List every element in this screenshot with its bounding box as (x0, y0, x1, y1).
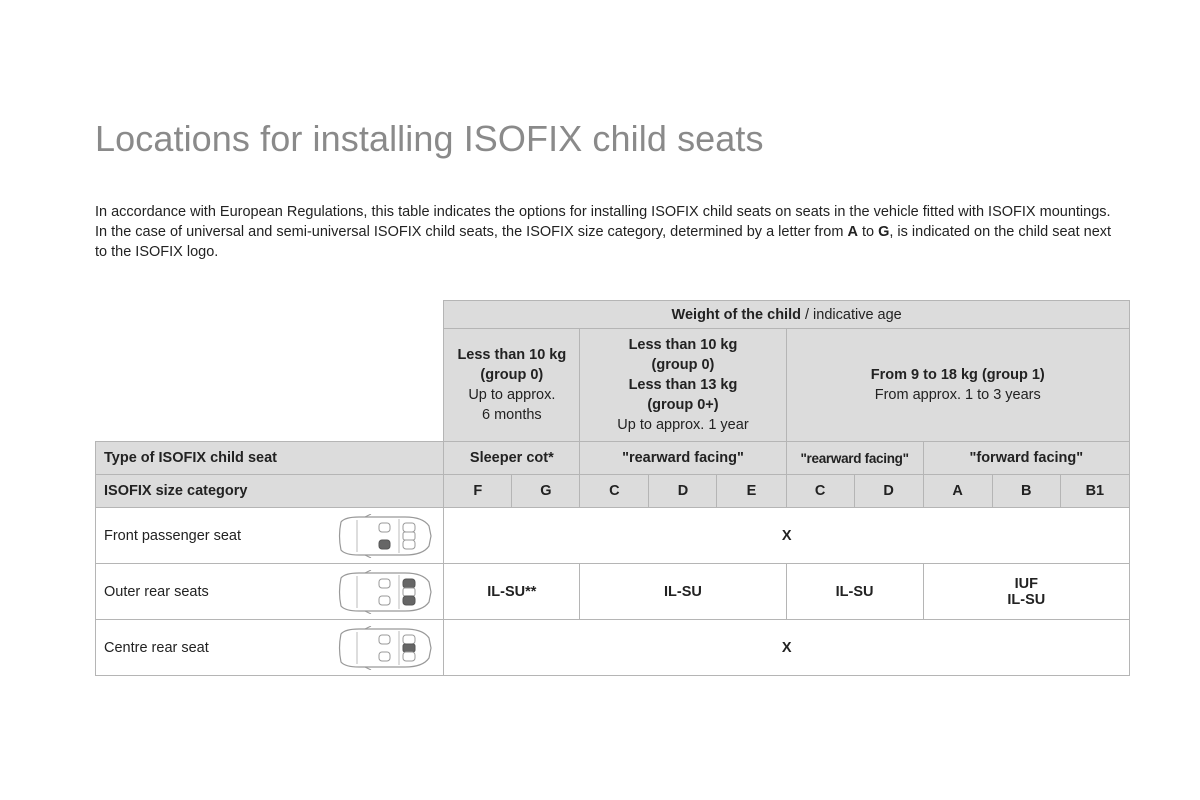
size-b1: B1 (1060, 475, 1129, 508)
isofix-table (95, 300, 1130, 676)
car-outer-rear-seats-icon (335, 570, 433, 614)
group-header-1: From 9 to 18 kg (group 1) From approx. 1 to 3 years (786, 329, 1129, 442)
seat-name: Outer rear seats (104, 583, 209, 600)
size-e: E (717, 475, 786, 508)
seat-name: Front passenger seat (104, 527, 242, 544)
outer-rear-value-group0plus: IL-SU (580, 564, 786, 620)
size-label: ISOFIX size category (96, 475, 444, 508)
type-rearward-facing-1: "rearward facing" (786, 442, 923, 475)
centre-rear-value: X (444, 620, 1130, 676)
group-header-0plus: Less than 10 kg (group 0) Less than 13 kg (group 0+) Up to approx. 1 year (580, 329, 786, 442)
group-header-0: Less than 10 kg (group 0) Up to approx. 6 months (444, 329, 580, 442)
weight-header: Weight of the child / indicative age (444, 301, 1130, 329)
size-d2: D (854, 475, 923, 508)
intro-paragraph-1: In accordance with European Regulations, this table indicates the options for installing ISOFIX child seats on seats in the vehicle fitted with ISOFIX mountings. (95, 204, 1111, 220)
page-title: Locations for installing ISOFIX child seats (95, 118, 764, 159)
table-row (96, 620, 1130, 676)
size-c2: C (786, 475, 854, 508)
type-sleeper-cot: Sleeper cot* (444, 442, 580, 475)
outer-rear-value-rearward: IL-SU (786, 564, 923, 620)
seat-label-cell (96, 564, 444, 620)
type-forward-facing: "forward facing" (923, 442, 1129, 475)
type-rearward-facing-0: "rearward facing" (580, 442, 786, 475)
car-front-seat-icon (335, 514, 433, 558)
table-row (96, 564, 1130, 620)
outer-rear-value-forward: IUF IL-SU (923, 564, 1129, 620)
seat-name: Centre rear seat (104, 639, 209, 656)
car-centre-rear-seat-icon (335, 626, 433, 670)
size-b: B (992, 475, 1060, 508)
size-d: D (649, 475, 717, 508)
size-c: C (580, 475, 649, 508)
type-label: Type of ISOFIX child seat (96, 442, 444, 475)
table-row (96, 508, 1130, 564)
blank-corner (96, 301, 444, 442)
seat-label-cell (96, 620, 444, 676)
intro-text (95, 202, 1125, 262)
intro-paragraph-2: In the case of universal and semi-universal ISOFIX child seats, the ISOFIX size category, determined by a letter from A to G, is indicated on the child seat next to the ISOFIX logo. (95, 224, 1112, 260)
size-g: G (512, 475, 580, 508)
size-a: A (923, 475, 992, 508)
front-seat-value: X (444, 508, 1130, 564)
size-f: F (444, 475, 512, 508)
outer-rear-value-group0: IL-SU** (444, 564, 580, 620)
seat-label-cell (96, 508, 444, 564)
